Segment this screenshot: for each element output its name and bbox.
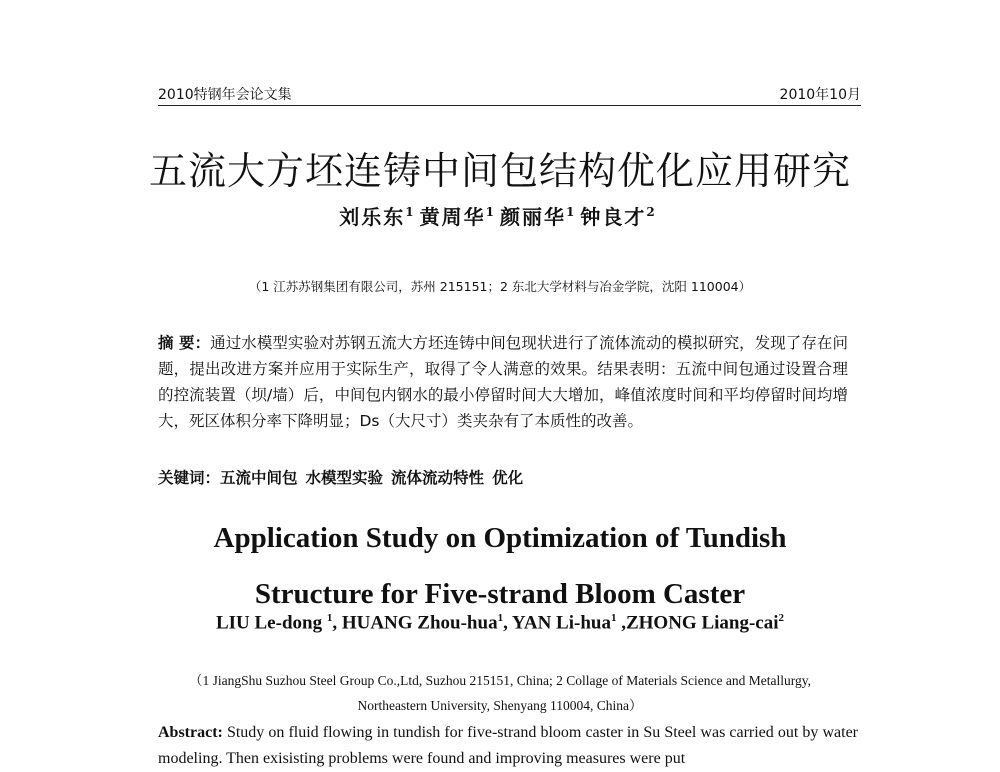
title-chinese: 五流大方坯连铸中间包结构优化应用研究: [148, 149, 851, 193]
header-date: 2010年10月: [779, 87, 861, 103]
abstract-chinese: [158, 330, 848, 434]
authors-chinese: [0, 201, 1000, 230]
keywords-chinese: [158, 466, 848, 488]
author-zh-3-sup: 1: [566, 205, 577, 220]
author-en-3: YAN Li-hua: [511, 612, 611, 634]
abstract-zh-label: 摘 要：: [158, 334, 211, 352]
running-header: [158, 83, 861, 106]
abstract-zh-text: 通过水模型实验对苏钢五流大方坯连铸中间包现状进行了流体流动的模拟研究，发现了存在问题，提出改进方案并应用于实际生产，取得了令人满意的效果。结果表明：五流中间包通过设置合理的控流装置（坝/墙）后，中间包内钢水的最小停留时间大大增加，峰值浓度时间和平均停留时间均增大，死区体积分率下降明显；Ds（大尺寸）类夹杂有了本质性的改善。: [158, 334, 848, 430]
keyword-zh-1: 五流中间包: [220, 469, 298, 487]
author-en-3-sup: 1: [610, 612, 617, 624]
author-zh-4-sup: 2: [646, 205, 657, 220]
keyword-zh-4: 优化: [492, 469, 524, 487]
title-en-line-2: Structure for Five-strand Bloom Caster: [254, 578, 746, 610]
author-zh-1-sup: 1: [405, 205, 416, 220]
title-english: [0, 510, 1000, 622]
author-en-2: HUANG Zhou-hua: [341, 612, 498, 634]
author-en-3-sep: ,: [616, 612, 626, 634]
keywords-zh-label: 关键词：: [158, 469, 221, 487]
author-zh-2: 黄周华: [419, 205, 486, 229]
abstract-en-text: Study on fluid flowing in tundish for five-strand bloom caster in Su Steel was carried out by water modeling. Then exisisting problems were found and improving measures were put: [158, 724, 858, 767]
affiliation-chinese: （1 江苏苏钢集团有限公司，苏州 215151；2 东北大学材料与冶金学院，沈阳 110004）: [248, 279, 752, 294]
affiliation-en-line-2: Northeastern University, Shenyang 110004, China）: [357, 698, 643, 713]
keyword-zh-3: 流体流动特性: [391, 469, 485, 487]
author-en-4: ZHONG Liang-cai: [625, 612, 779, 634]
author-en-2-sup: 1: [497, 612, 504, 624]
author-en-1-sup: 1: [326, 612, 333, 624]
author-zh-2-sup: 1: [485, 205, 496, 220]
author-en-1-sep: ,: [332, 612, 342, 634]
header-journal: 2010特钢年会论文集: [158, 87, 292, 103]
author-zh-3: 颜丽华: [500, 205, 566, 229]
author-en-4-sup: 2: [778, 612, 785, 624]
abstract-english: [158, 720, 858, 772]
affiliation-english: [0, 668, 1000, 718]
author-en-2-sep: ,: [503, 612, 512, 634]
authors-english: [0, 612, 1000, 634]
author-zh-1: 刘乐东: [339, 205, 406, 229]
keyword-zh-2: 水模型实验: [305, 469, 384, 487]
affiliation-en-line-1: （1 JiangShu Suzhou Steel Group Co.,Ltd, Suzhou 215151, China; 2 Collage of Materials Science and Metallurgy,: [188, 673, 812, 688]
author-en-1: LIU Le-dong: [215, 612, 327, 634]
abstract-en-label: Abstract:: [158, 724, 223, 741]
title-en-line-1: Application Study on Optimization of Tundish: [213, 522, 787, 554]
author-zh-4: 钟良才: [580, 205, 647, 229]
